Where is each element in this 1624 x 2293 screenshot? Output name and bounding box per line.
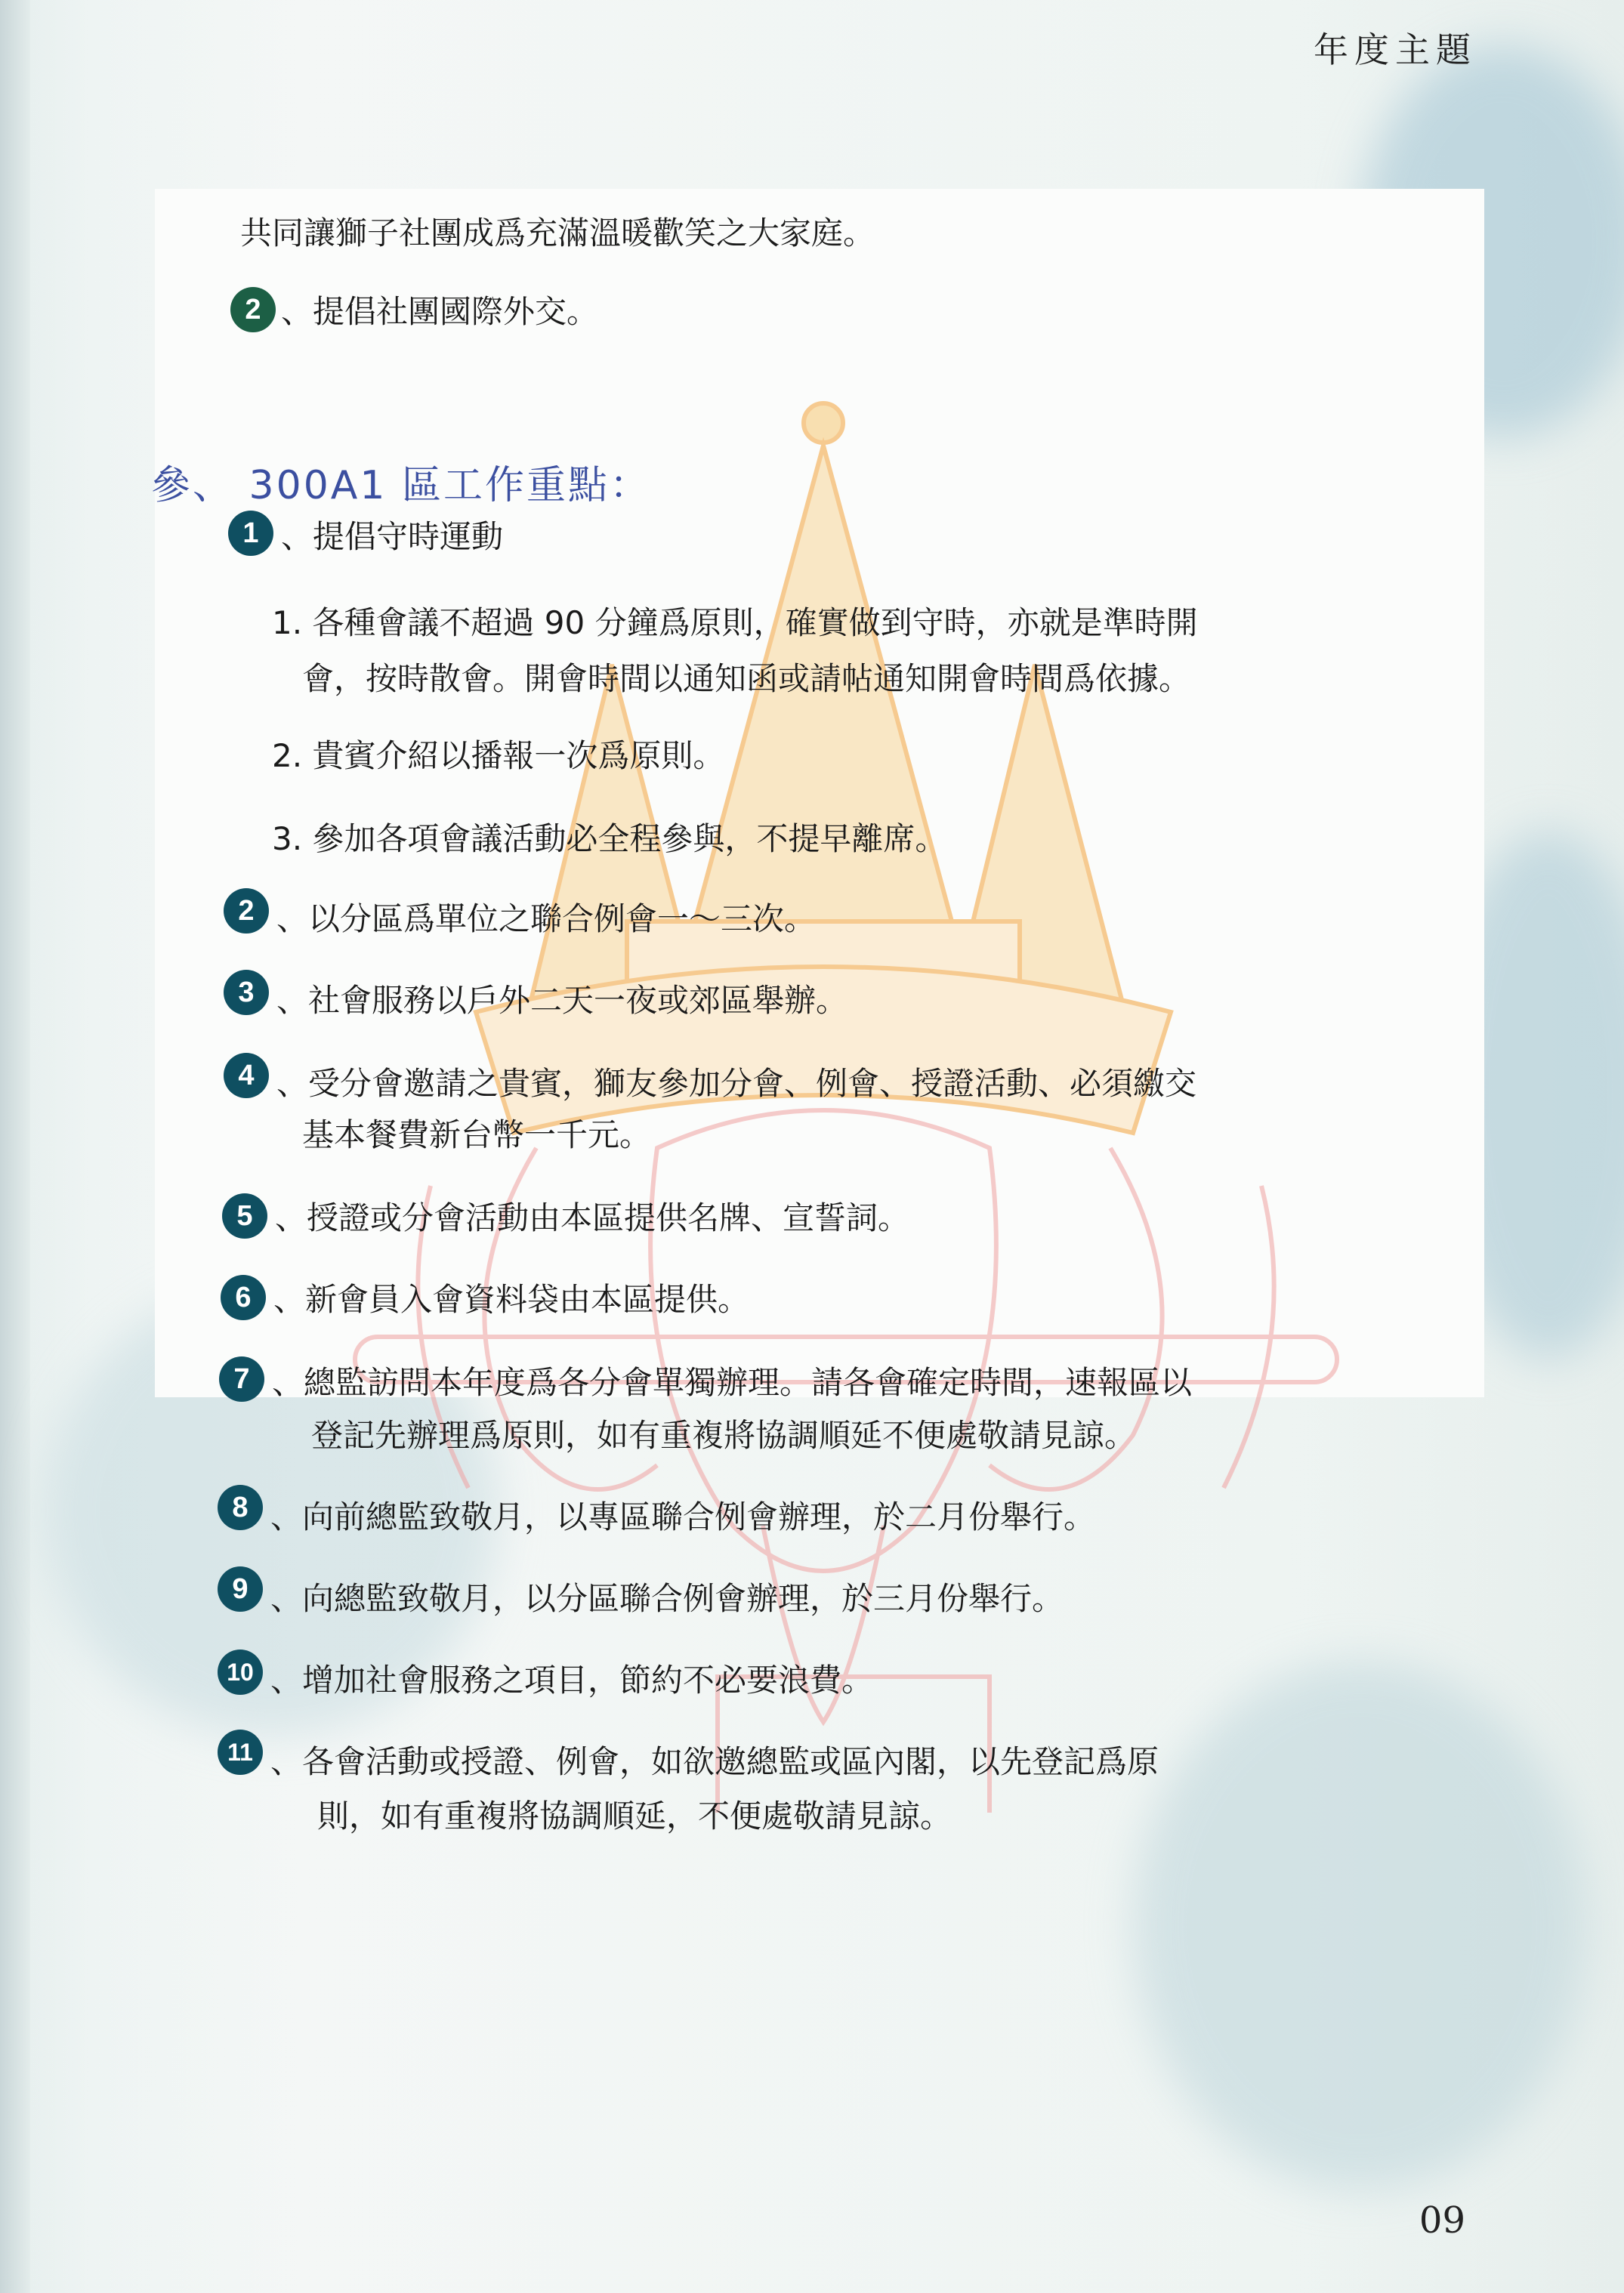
subitem-1-text: 1. 各種會議不超過 90 分鐘爲原則，確實做到守時，亦就是準時開 (272, 604, 1198, 641)
item-badge-8: 8 (218, 1485, 263, 1530)
item-10-text: 、增加社會服務之項目，節約不必要浪費。 (270, 1662, 874, 1699)
item-1-text: 、提倡守時運動 (281, 518, 504, 555)
item-badge-3: 3 (224, 970, 269, 1015)
item-badge-6: 6 (221, 1275, 266, 1320)
item-badge-4: 4 (224, 1053, 269, 1098)
item-badge-5: 5 (222, 1193, 267, 1239)
item-badge-2: 2 (224, 888, 269, 934)
item-7-continuation: 登記先辦理爲原則，如有重複將協調順延不便處敬請見諒。 (311, 1417, 1137, 1454)
subitem-1-continuation: 會，按時散會。開會時間以通知函或請帖通知開會時間爲依據。 (302, 660, 1191, 697)
item-5-text: 、授證或分會活動由本區提供名牌、宣誓詞。 (275, 1199, 910, 1236)
book-spine-shadow (0, 0, 30, 2293)
item-badge-10: 10 (218, 1650, 263, 1695)
subitem-2-text: 2. 貴賓介紹以播報一次爲原則。 (272, 737, 725, 774)
intro-item-2-text: 、提倡社團國際外交。 (281, 293, 599, 330)
item-badge-7: 7 (219, 1356, 264, 1402)
subitem-3-text: 3. 參加各項會議活動必全程參與，不提早離席。 (272, 820, 947, 857)
section-title: 參、 300A1 區工作重點： (151, 463, 651, 508)
item-badge-1: 1 (228, 511, 273, 556)
item-3-text: 、社會服務以戶外二天一夜或郊區舉辦。 (276, 982, 848, 1019)
item-4-text: 、受分會邀請之貴賓，獅友參加分會、例會、授證活動、必須繳交 (276, 1065, 1197, 1102)
page-number: 09 (1419, 2199, 1465, 2242)
item-7-text: 、總監訪問本年度爲各分會單獨辦理。請各會確定時間，速報區以 (272, 1364, 1193, 1401)
page-header-title: 年度主題 (1314, 29, 1477, 70)
item-badge-2: 2 (230, 287, 276, 332)
item-6-text: 、新會員入會資料袋由本區提供。 (273, 1281, 750, 1318)
intro-line: 共同讓獅子社團成爲充滿溫暖歡笑之大家庭。 (240, 214, 875, 252)
item-9-text: 、向總監致敬月，以分區聯合例會辦理，於三月份舉行。 (270, 1580, 1064, 1617)
item-11-continuation: 則，如有重複將協調順延，不便處敬請見諒。 (317, 1798, 952, 1835)
item-2-text: 、以分區爲單位之聯合例會一～三次。 (276, 900, 817, 937)
item-badge-11: 11 (218, 1730, 263, 1775)
item-badge-9: 9 (218, 1566, 263, 1612)
item-11-text: 、各會活動或授證、例會，如欲邀總監或區內閣，以先登記爲原 (270, 1743, 1159, 1780)
item-4-continuation: 基本餐費新台幣一千元。 (302, 1116, 652, 1153)
item-8-text: 、向前總監致敬月，以專區聯合例會辦理，於二月份舉行。 (270, 1498, 1096, 1535)
